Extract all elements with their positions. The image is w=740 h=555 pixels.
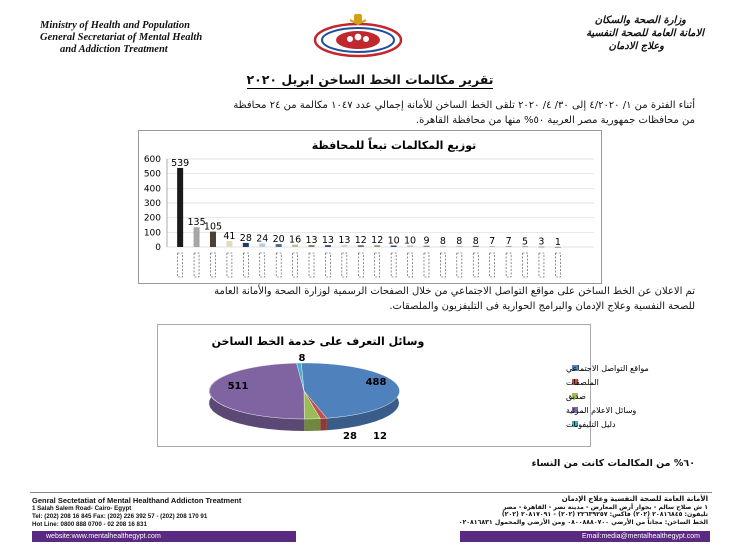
x-category-label-glyph xyxy=(210,253,215,277)
y-tick-label: 0 xyxy=(155,243,161,253)
footer-en xyxy=(32,497,241,529)
x-category-label-glyph xyxy=(243,253,248,277)
x-category-label-glyph xyxy=(473,253,478,277)
x-category-label-glyph xyxy=(506,253,511,277)
header-en-line: Ministry of Health and Population xyxy=(40,20,190,31)
logo xyxy=(312,12,404,58)
x-category-label-glyph xyxy=(391,253,396,277)
bar-chart-governorates xyxy=(138,130,602,284)
intro-line: أثناء الفترة من ١/ ٤/٢٠٢٠ إلى ٣٠/ ٤/ ٢٠٢٠ تلقى الخط الساخن للأمانة إجمالي عدد ١٠٤٧ مكالمة من ٢٤ محافظة xyxy=(233,100,695,111)
pie-chart-sources xyxy=(157,324,649,447)
bar-value-label: 20 xyxy=(272,234,285,246)
ads-line: للصحة النفسية وعلاج الإدمان والبرامج الحوارية فى التليفزيون والملصقات. xyxy=(389,301,695,312)
footer-en-line: Hot Line: 0800 888 0700 - 02 208 16 831 xyxy=(32,521,147,528)
x-category-label-glyph xyxy=(194,253,199,277)
bar-value-label: 28 xyxy=(239,232,252,244)
footer-ar xyxy=(459,496,708,526)
y-tick-label: 500 xyxy=(143,169,161,180)
legend-label: دليل التليفونات xyxy=(566,420,616,429)
header-en-line: General Secretariat of Mental Health xyxy=(40,32,203,43)
y-tick-label: 100 xyxy=(143,228,161,239)
report-title-text: تقرير مكالمات الخط الساخن ابريل ٢٠٢٠ xyxy=(246,72,494,87)
bar-value-label: 16 xyxy=(289,234,302,246)
y-tick-label: 200 xyxy=(143,213,161,224)
x-category-label-glyph xyxy=(309,253,314,277)
header-ar-line: وعلاج الادمان xyxy=(608,41,664,52)
y-tick-label: 600 xyxy=(143,155,161,165)
x-category-label-glyph xyxy=(260,253,265,277)
footer-en-line: 1 Salah Salem Road- Cairo- Egypt xyxy=(32,505,132,512)
header-ar-line: وزارة الصحة والسكان xyxy=(594,15,686,26)
intro-paragraph xyxy=(40,98,695,128)
bar-value-label: 13 xyxy=(321,235,334,247)
pie-value-label: 12 xyxy=(373,431,387,442)
intro-line: من محافظات جمهورية مصر العربية ٥٠% منها من محافظة القاهرة. xyxy=(415,115,695,126)
pie-slice-side xyxy=(320,418,327,430)
x-category-label-glyph xyxy=(408,253,413,277)
bar-value-label: 1 xyxy=(554,236,561,248)
ads-line: تم الاعلان عن الخط الساخن على مواقع التواصل الاجتماعي من خلال الصفحات الرسمية لوزارة الصحة والأمانة العامة xyxy=(214,286,695,297)
bar-value-label: 7 xyxy=(489,235,496,247)
ads-paragraph xyxy=(40,284,695,314)
bar-value-label: 3 xyxy=(538,236,545,248)
bar-value-label: 10 xyxy=(387,235,400,247)
x-category-label-glyph xyxy=(227,253,232,277)
footer-ar-line: تليفون: ٢٠٨١٦٨٤٥ (٢٠٢) فاكس: ٢٢٦٣٩٢٥٧ (٢٠٢) - ٢٠٨١٧٠٩١ (٢٠٢) xyxy=(501,511,708,519)
bar-value-label: 8 xyxy=(439,235,446,247)
x-category-label-glyph xyxy=(555,253,560,277)
x-category-label-glyph xyxy=(539,253,544,277)
legend-label: وسائل الاعلام المرئية xyxy=(566,406,637,415)
bar-chart-svg xyxy=(139,131,601,283)
x-category-label-glyph xyxy=(424,253,429,277)
bar xyxy=(194,227,200,247)
bar-value-label: 539 xyxy=(171,157,190,169)
bar-value-label: 41 xyxy=(223,230,236,242)
footer-en-line: Tel: (202) 208 16 845 Fax: (202) 226 392 57 - (202) 208 170 91 xyxy=(32,513,208,520)
bar-value-label: 12 xyxy=(354,235,367,247)
x-category-label-glyph xyxy=(325,253,330,277)
pie-value-label: 488 xyxy=(365,377,387,388)
pie-chart-title: وسائل التعرف على خدمة الخط الساخن xyxy=(211,335,425,348)
women-note: ٦٠% من المكالمات كانت من النساء xyxy=(531,458,695,469)
logo-text xyxy=(312,12,313,13)
bar xyxy=(210,232,216,247)
pie-value-label: 511 xyxy=(227,381,249,392)
bar-value-label: 24 xyxy=(256,233,269,245)
legend-label: مواقع التواصل الاجتماعي xyxy=(566,364,649,373)
bar-value-label: 13 xyxy=(305,235,318,247)
bar-value-label: 13 xyxy=(338,235,351,247)
email-link[interactable]: Email:media@mentalhealthegypt.com xyxy=(460,531,710,542)
bar-value-label: 8 xyxy=(456,235,463,247)
bar xyxy=(177,168,183,247)
bar-value-label: 135 xyxy=(187,217,206,229)
logo-emblem-icon xyxy=(312,12,404,58)
bar-chart-title: توزيع المكالمات تبعاً للمحافظة xyxy=(311,139,477,152)
pie-value-label: 8 xyxy=(298,353,306,364)
x-category-label-glyph xyxy=(457,253,462,277)
y-tick-label: 300 xyxy=(143,199,161,209)
legend-label: الملصقات xyxy=(566,378,599,387)
x-category-label-glyph xyxy=(178,253,183,277)
website-link[interactable]: website:www.mentalhealthegypt.com xyxy=(32,531,296,542)
footer-ar-line: ١ ش صلاح سالم - بجوار أرض المعارض - مدينة نصر - القاهرة - مصر xyxy=(502,503,708,511)
pie-value-label: 28 xyxy=(343,431,357,442)
header-ar xyxy=(586,14,704,53)
pie-slice-side xyxy=(304,419,320,431)
header-en-line: and Addiction Treatment xyxy=(60,44,168,55)
header-en xyxy=(40,20,202,56)
legend-label: صديق xyxy=(566,392,586,401)
bar-value-label: 9 xyxy=(423,235,430,247)
x-category-label-glyph xyxy=(358,253,363,277)
bar-value-label: 5 xyxy=(521,236,529,248)
header-ar-line: الامانة العامة للصحة النفسية xyxy=(586,28,704,39)
x-category-label-glyph xyxy=(375,253,380,277)
x-category-label-glyph xyxy=(293,253,298,277)
x-category-label-glyph xyxy=(490,253,495,277)
bar-value-label: 105 xyxy=(203,221,223,233)
y-tick-label: 400 xyxy=(143,184,161,195)
x-category-label-glyph xyxy=(440,253,445,277)
footer-ar-line: الخط الساخن: مجاناً من الأرضي ٠٨٠٠٨٨٨٠٧٠٠ ومن الأرضي والمحمول ٠٢٠٨١٦٨٣١ xyxy=(458,518,708,526)
x-category-label-glyph xyxy=(276,253,281,277)
pie-chart-svg xyxy=(158,325,649,446)
bar-value-label: 12 xyxy=(371,235,384,247)
bar-value-label: 10 xyxy=(404,235,417,247)
bar-value-label: 7 xyxy=(505,235,512,247)
footer-ar-line: الأمانة العامة للصحة النفسية وعلاج الإدمان xyxy=(561,495,708,503)
report-title xyxy=(0,72,740,87)
x-category-label-glyph xyxy=(523,253,528,277)
footer-en-line: Genral Sectetatiat of Mental Healthand Addicton Treatment xyxy=(32,496,242,505)
bar-value-label: 8 xyxy=(472,235,479,247)
footer-divider xyxy=(30,492,712,493)
x-category-label-glyph xyxy=(342,253,347,277)
